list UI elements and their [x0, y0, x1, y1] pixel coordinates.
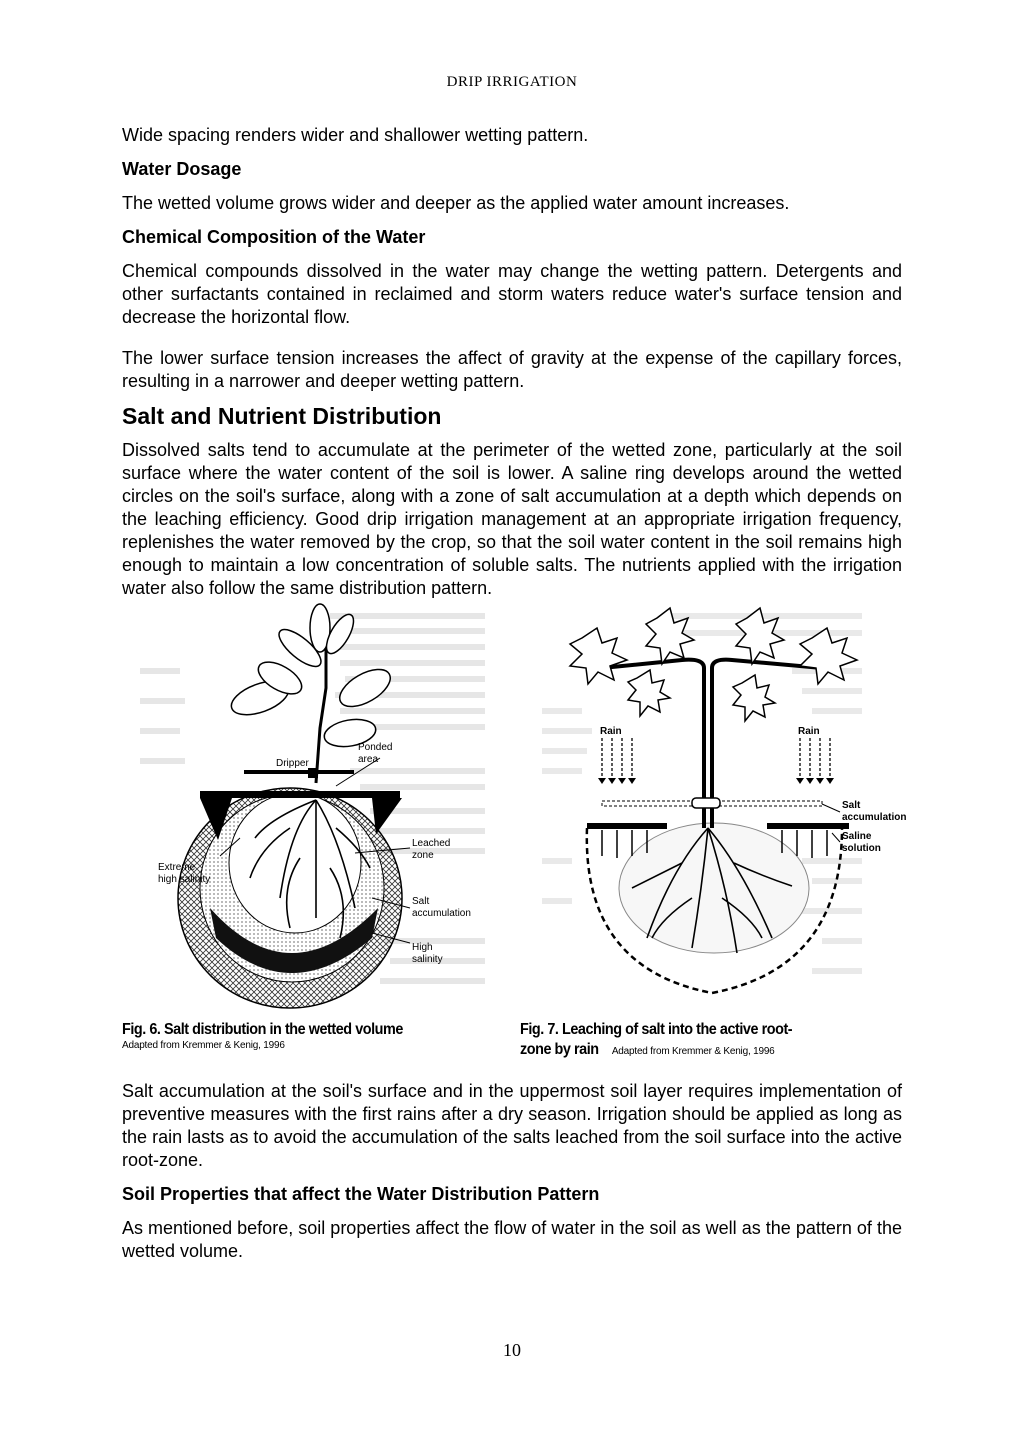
label-salt-accumulation: accumulation	[842, 812, 907, 823]
label-salt: Salt	[842, 800, 861, 811]
label-salt: Salt	[412, 896, 430, 907]
label-salt-accumulation: accumulation	[412, 908, 471, 919]
page-number: 10	[503, 1340, 521, 1360]
label-ponded: Ponded	[358, 742, 393, 753]
figures-row	[122, 600, 907, 1020]
figure-6-caption-source: Adapted from Kremmer & Kenig, 1996	[122, 1040, 285, 1051]
figure-7-illustration	[542, 608, 907, 1018]
label-saline-solution: solution	[842, 843, 881, 854]
label-saline: Saline	[842, 831, 872, 842]
label-rain-right: Rain	[798, 726, 820, 737]
label-rain-left: Rain	[600, 726, 622, 737]
figure-6-salt-distribution	[140, 608, 490, 1018]
heading-soil-properties: Soil Properties that affect the Water Distribution Pattern	[122, 1184, 600, 1204]
label-high: High	[412, 942, 433, 953]
figure-7-caption-source: Adapted from Kremmer & Kenig, 1996	[611, 1046, 775, 1057]
figure-6-illustration	[140, 608, 490, 1018]
paragraph-wide-spacing: Wide spacing renders wider and shallower wetting pattern.	[122, 125, 589, 145]
page-content	[122, 124, 907, 1263]
figure-7-caption-title-line2: zone by rain	[520, 1041, 599, 1058]
paragraph-soil-properties: As mentioned before, soil properties affect the flow of water in the soil as well as the pattern of the wetted volume.	[122, 1218, 902, 1261]
heading-chemical-composition: Chemical Composition of the Water	[122, 227, 426, 247]
figure-captions	[122, 1020, 902, 1080]
running-header: DRIP IRRIGATION	[446, 74, 578, 90]
label-dripper: Dripper	[276, 758, 309, 769]
paragraph-water-dosage: The wetted volume grows wider and deeper as the applied water amount increases.	[122, 193, 790, 213]
heading-salt-nutrient: Salt and Nutrient Distribution	[122, 403, 442, 429]
figure-6-caption-title: Fig. 6. Salt distribution in the wetted volume	[122, 1021, 403, 1038]
figure-7-caption	[520, 1020, 902, 1060]
label-zone: zone	[412, 850, 434, 861]
figure-7-caption-title-line1: Fig. 7. Leaching of salt into the active root-	[520, 1021, 793, 1038]
paragraph-salt-accumulation: Salt accumulation at the soil's surface and in the uppermost soil layer requires implementation of preventive measures with the first rains after a dry season. Irrigation should be applied as long as the rain lasts as to avoid the accumulation of the salts leached from the soil surface into the active root-zone.	[122, 1081, 902, 1170]
figure-6-caption	[122, 1020, 502, 1051]
label-area: area	[358, 754, 379, 765]
label-high-salinity-extreme: high salinity	[158, 874, 211, 885]
heading-water-dosage: Water Dosage	[122, 159, 242, 179]
label-leached: Leached	[412, 838, 451, 849]
figure-7-leaching	[542, 608, 907, 1018]
paragraph-salt-distribution: Dissolved salts tend to accumulate at the perimeter of the wetted zone, particularly at the soil surface where the water content of the soil is lower. A saline ring develops around the wetted circles on the soil's surface, along with a zone of salt accumulation at a depth which depends on the leaching efficiency. Good drip irrigation management at an appropriate irrigation frequency, replenishes the water removed by the crop, so that the soil water content in the soil remains high enough to maintain a low concentration of soluble salts. The nutrients applied with the irrigation water also follow the same distribution pattern.	[122, 440, 902, 598]
paragraph-chemical-1: Chemical compounds dissolved in the water may change the wetting pattern. Detergents and other surfactants contained in reclaimed and storm waters reduce water's surface tension and decrease the horizontal flow.	[122, 261, 902, 327]
label-high-salinity: salinity	[412, 954, 443, 965]
paragraph-chemical-2: The lower surface tension increases the affect of gravity at the expense of the capillary forces, resulting in a narrower and deeper wetting pattern.	[122, 348, 902, 391]
label-extreme: Extreme	[158, 862, 196, 873]
